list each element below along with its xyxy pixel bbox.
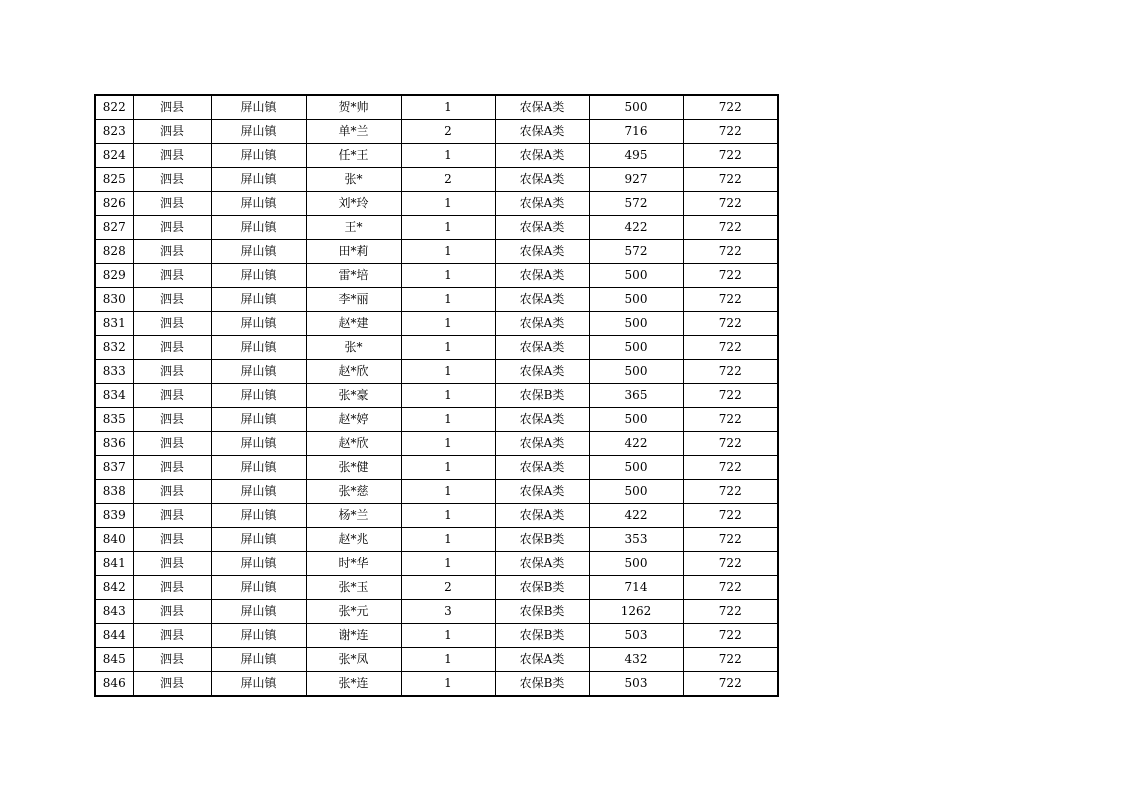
household-size-cell: 1: [401, 456, 495, 480]
name-cell: 赵*兆: [306, 528, 401, 552]
standard-cell: 722: [683, 168, 778, 192]
category-cell: 农保A类: [495, 408, 589, 432]
name-cell: 张*: [306, 336, 401, 360]
household-size-cell: 1: [401, 288, 495, 312]
county-cell: 泗县: [133, 264, 211, 288]
name-cell: 赵*欣: [306, 360, 401, 384]
table-row: [95, 312, 778, 336]
town-cell: 屏山镇: [211, 312, 306, 336]
county-cell: 泗县: [133, 360, 211, 384]
name-cell: 谢*连: [306, 624, 401, 648]
serial-number-cell: 839: [95, 504, 133, 528]
standard-cell: 722: [683, 648, 778, 672]
category-cell: 农保B类: [495, 528, 589, 552]
county-cell: 泗县: [133, 216, 211, 240]
table-row: [95, 504, 778, 528]
town-cell: 屏山镇: [211, 216, 306, 240]
serial-number-cell: 837: [95, 456, 133, 480]
town-cell: 屏山镇: [211, 408, 306, 432]
amount-cell: 500: [589, 288, 683, 312]
household-size-cell: 3: [401, 600, 495, 624]
table-row: [95, 648, 778, 672]
serial-number-cell: 831: [95, 312, 133, 336]
amount-cell: 500: [589, 552, 683, 576]
table-row: [95, 144, 778, 168]
name-cell: 张*玉: [306, 576, 401, 600]
serial-number-cell: 828: [95, 240, 133, 264]
household-size-cell: 1: [401, 360, 495, 384]
standard-cell: 722: [683, 624, 778, 648]
household-size-cell: 1: [401, 216, 495, 240]
serial-number-cell: 822: [95, 95, 133, 120]
table-row: [95, 672, 778, 697]
household-size-cell: 1: [401, 624, 495, 648]
category-cell: 农保A类: [495, 336, 589, 360]
town-cell: 屏山镇: [211, 95, 306, 120]
county-cell: 泗县: [133, 456, 211, 480]
name-cell: 张*元: [306, 600, 401, 624]
table-row: [95, 384, 778, 408]
amount-cell: 714: [589, 576, 683, 600]
category-cell: 农保A类: [495, 456, 589, 480]
table-row: [95, 216, 778, 240]
category-cell: 农保B类: [495, 672, 589, 697]
amount-cell: 500: [589, 456, 683, 480]
amount-cell: 500: [589, 336, 683, 360]
household-size-cell: 1: [401, 432, 495, 456]
name-cell: 时*华: [306, 552, 401, 576]
category-cell: 农保A类: [495, 312, 589, 336]
table-row: [95, 168, 778, 192]
standard-cell: 722: [683, 192, 778, 216]
household-size-cell: 1: [401, 648, 495, 672]
county-cell: 泗县: [133, 120, 211, 144]
name-cell: 张*凤: [306, 648, 401, 672]
county-cell: 泗县: [133, 504, 211, 528]
table-row: [95, 456, 778, 480]
table-body: [95, 95, 778, 696]
table-row: [95, 288, 778, 312]
town-cell: 屏山镇: [211, 360, 306, 384]
amount-cell: 1262: [589, 600, 683, 624]
town-cell: 屏山镇: [211, 552, 306, 576]
name-cell: 单*兰: [306, 120, 401, 144]
serial-number-cell: 834: [95, 384, 133, 408]
town-cell: 屏山镇: [211, 120, 306, 144]
amount-cell: 572: [589, 192, 683, 216]
town-cell: 屏山镇: [211, 624, 306, 648]
town-cell: 屏山镇: [211, 144, 306, 168]
name-cell: 张*连: [306, 672, 401, 697]
name-cell: 贺*帅: [306, 95, 401, 120]
amount-cell: 500: [589, 360, 683, 384]
amount-cell: 572: [589, 240, 683, 264]
town-cell: 屏山镇: [211, 192, 306, 216]
category-cell: 农保A类: [495, 192, 589, 216]
serial-number-cell: 845: [95, 648, 133, 672]
table-row: [95, 600, 778, 624]
name-cell: 杨*兰: [306, 504, 401, 528]
town-cell: 屏山镇: [211, 456, 306, 480]
household-size-cell: 2: [401, 120, 495, 144]
county-cell: 泗县: [133, 144, 211, 168]
serial-number-cell: 829: [95, 264, 133, 288]
town-cell: 屏山镇: [211, 336, 306, 360]
county-cell: 泗县: [133, 672, 211, 697]
table-row: [95, 336, 778, 360]
household-size-cell: 1: [401, 672, 495, 697]
standard-cell: 722: [683, 312, 778, 336]
serial-number-cell: 843: [95, 600, 133, 624]
amount-cell: 500: [589, 480, 683, 504]
standard-cell: 722: [683, 504, 778, 528]
category-cell: 农保A类: [495, 168, 589, 192]
amount-cell: 495: [589, 144, 683, 168]
county-cell: 泗县: [133, 312, 211, 336]
category-cell: 农保B类: [495, 624, 589, 648]
town-cell: 屏山镇: [211, 528, 306, 552]
category-cell: 农保A类: [495, 95, 589, 120]
standard-cell: 722: [683, 288, 778, 312]
category-cell: 农保A类: [495, 240, 589, 264]
serial-number-cell: 842: [95, 576, 133, 600]
household-size-cell: 1: [401, 95, 495, 120]
category-cell: 农保B类: [495, 576, 589, 600]
standard-cell: 722: [683, 95, 778, 120]
serial-number-cell: 830: [95, 288, 133, 312]
county-cell: 泗县: [133, 408, 211, 432]
county-cell: 泗县: [133, 552, 211, 576]
amount-cell: 503: [589, 624, 683, 648]
amount-cell: 422: [589, 504, 683, 528]
table-row: [95, 192, 778, 216]
table-row: [95, 120, 778, 144]
category-cell: 农保A类: [495, 264, 589, 288]
name-cell: 雷*培: [306, 264, 401, 288]
table-row: [95, 576, 778, 600]
standard-cell: 722: [683, 552, 778, 576]
standard-cell: 722: [683, 576, 778, 600]
serial-number-cell: 826: [95, 192, 133, 216]
amount-cell: 432: [589, 648, 683, 672]
household-size-cell: 1: [401, 192, 495, 216]
amount-cell: 422: [589, 432, 683, 456]
name-cell: 赵*建: [306, 312, 401, 336]
table-row: [95, 552, 778, 576]
name-cell: 张*健: [306, 456, 401, 480]
name-cell: 田*莉: [306, 240, 401, 264]
serial-number-cell: 836: [95, 432, 133, 456]
serial-number-cell: 832: [95, 336, 133, 360]
standard-cell: 722: [683, 384, 778, 408]
county-cell: 泗县: [133, 168, 211, 192]
category-cell: 农保A类: [495, 144, 589, 168]
county-cell: 泗县: [133, 384, 211, 408]
household-size-cell: 1: [401, 144, 495, 168]
table-row: [95, 360, 778, 384]
name-cell: 张*慈: [306, 480, 401, 504]
serial-number-cell: 827: [95, 216, 133, 240]
table-row: [95, 528, 778, 552]
serial-number-cell: 844: [95, 624, 133, 648]
serial-number-cell: 846: [95, 672, 133, 697]
town-cell: 屏山镇: [211, 600, 306, 624]
county-cell: 泗县: [133, 95, 211, 120]
standard-cell: 722: [683, 432, 778, 456]
household-size-cell: 1: [401, 336, 495, 360]
serial-number-cell: 835: [95, 408, 133, 432]
serial-number-cell: 840: [95, 528, 133, 552]
county-cell: 泗县: [133, 288, 211, 312]
amount-cell: 500: [589, 408, 683, 432]
standard-cell: 722: [683, 408, 778, 432]
standard-cell: 722: [683, 144, 778, 168]
town-cell: 屏山镇: [211, 240, 306, 264]
amount-cell: 500: [589, 95, 683, 120]
category-cell: 农保A类: [495, 504, 589, 528]
serial-number-cell: 833: [95, 360, 133, 384]
category-cell: 农保A类: [495, 120, 589, 144]
standard-cell: 722: [683, 480, 778, 504]
household-size-cell: 1: [401, 480, 495, 504]
town-cell: 屏山镇: [211, 480, 306, 504]
name-cell: 赵*婷: [306, 408, 401, 432]
household-size-cell: 1: [401, 528, 495, 552]
table-row: [95, 624, 778, 648]
household-size-cell: 1: [401, 264, 495, 288]
household-size-cell: 2: [401, 168, 495, 192]
household-size-cell: 1: [401, 384, 495, 408]
household-size-cell: 1: [401, 552, 495, 576]
table-row: [95, 95, 778, 120]
county-cell: 泗县: [133, 240, 211, 264]
town-cell: 屏山镇: [211, 384, 306, 408]
household-size-cell: 1: [401, 312, 495, 336]
town-cell: 屏山镇: [211, 168, 306, 192]
household-size-cell: 1: [401, 408, 495, 432]
category-cell: 农保B类: [495, 600, 589, 624]
category-cell: 农保A类: [495, 480, 589, 504]
category-cell: 农保B类: [495, 384, 589, 408]
name-cell: 刘*玲: [306, 192, 401, 216]
name-cell: 张*: [306, 168, 401, 192]
amount-cell: 500: [589, 312, 683, 336]
name-cell: 张*豪: [306, 384, 401, 408]
name-cell: 任*王: [306, 144, 401, 168]
household-size-cell: 1: [401, 240, 495, 264]
standard-cell: 722: [683, 672, 778, 697]
town-cell: 屏山镇: [211, 264, 306, 288]
amount-cell: 500: [589, 264, 683, 288]
town-cell: 屏山镇: [211, 672, 306, 697]
county-cell: 泗县: [133, 648, 211, 672]
category-cell: 农保A类: [495, 552, 589, 576]
serial-number-cell: 823: [95, 120, 133, 144]
table-row: [95, 264, 778, 288]
household-size-cell: 1: [401, 504, 495, 528]
standard-cell: 722: [683, 120, 778, 144]
standard-cell: 722: [683, 528, 778, 552]
town-cell: 屏山镇: [211, 288, 306, 312]
standard-cell: 722: [683, 240, 778, 264]
category-cell: 农保A类: [495, 648, 589, 672]
standard-cell: 722: [683, 456, 778, 480]
table-row: [95, 480, 778, 504]
standard-cell: 722: [683, 336, 778, 360]
name-cell: 王*: [306, 216, 401, 240]
county-cell: 泗县: [133, 480, 211, 504]
name-cell: 李*丽: [306, 288, 401, 312]
category-cell: 农保A类: [495, 360, 589, 384]
county-cell: 泗县: [133, 600, 211, 624]
serial-number-cell: 841: [95, 552, 133, 576]
table-row: [95, 240, 778, 264]
amount-cell: 716: [589, 120, 683, 144]
table-row: [95, 432, 778, 456]
household-size-cell: 2: [401, 576, 495, 600]
amount-cell: 927: [589, 168, 683, 192]
name-cell: 赵*欣: [306, 432, 401, 456]
standard-cell: 722: [683, 264, 778, 288]
county-cell: 泗县: [133, 432, 211, 456]
standard-cell: 722: [683, 360, 778, 384]
town-cell: 屏山镇: [211, 504, 306, 528]
standard-cell: 722: [683, 600, 778, 624]
county-cell: 泗县: [133, 192, 211, 216]
amount-cell: 503: [589, 672, 683, 697]
serial-number-cell: 825: [95, 168, 133, 192]
amount-cell: 353: [589, 528, 683, 552]
serial-number-cell: 824: [95, 144, 133, 168]
town-cell: 屏山镇: [211, 648, 306, 672]
amount-cell: 422: [589, 216, 683, 240]
county-cell: 泗县: [133, 576, 211, 600]
county-cell: 泗县: [133, 624, 211, 648]
data-table: [94, 94, 779, 697]
amount-cell: 365: [589, 384, 683, 408]
category-cell: 农保A类: [495, 432, 589, 456]
table-row: [95, 408, 778, 432]
standard-cell: 722: [683, 216, 778, 240]
town-cell: 屏山镇: [211, 576, 306, 600]
county-cell: 泗县: [133, 528, 211, 552]
category-cell: 农保A类: [495, 216, 589, 240]
category-cell: 农保A类: [495, 288, 589, 312]
serial-number-cell: 838: [95, 480, 133, 504]
town-cell: 屏山镇: [211, 432, 306, 456]
county-cell: 泗县: [133, 336, 211, 360]
